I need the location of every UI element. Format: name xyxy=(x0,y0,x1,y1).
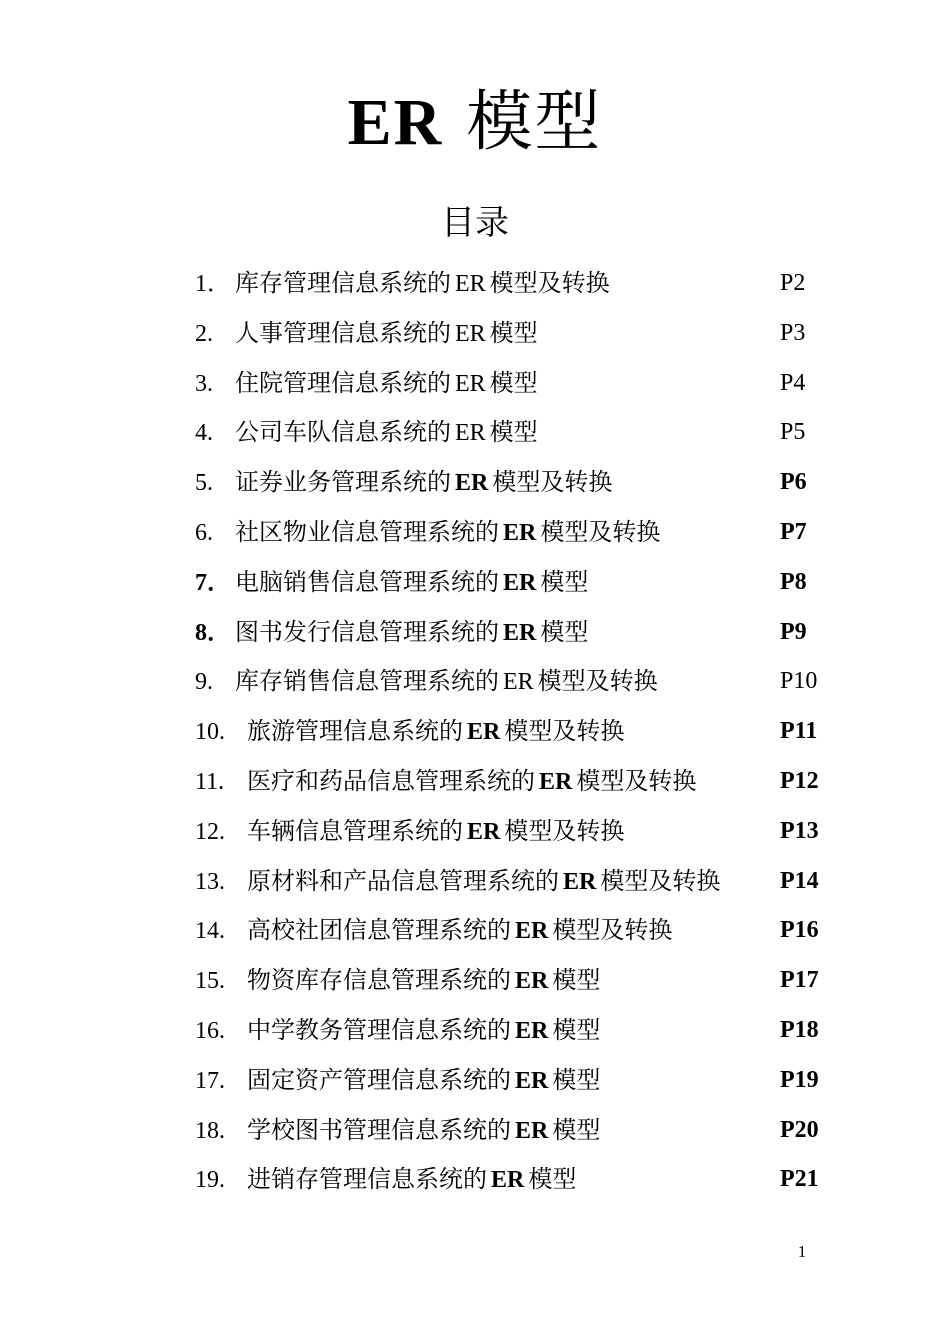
toc-entry[interactable] xyxy=(195,908,835,958)
toc-entry-page: P5 xyxy=(780,419,806,446)
toc-entry-title-prefix: 医疗和药品信息管理系统的 xyxy=(247,766,535,795)
toc-entry-er-term: ER xyxy=(503,669,534,696)
toc-entry-number: 7． xyxy=(195,569,231,596)
toc-entry-er-term: ER xyxy=(467,719,501,746)
toc-entry[interactable] xyxy=(195,859,835,909)
toc-entry-title xyxy=(235,311,538,356)
document-title xyxy=(0,82,950,163)
toc-entry-title-suffix: 模型 xyxy=(552,1115,601,1144)
toc-entry[interactable] xyxy=(195,1157,835,1207)
toc-entry-er-term: ER xyxy=(515,1017,549,1044)
toc-entry-number: 8． xyxy=(195,619,231,646)
toc-entry-title-suffix: 模型及转换 xyxy=(489,269,610,297)
toc-entry-page: P2 xyxy=(780,270,806,296)
toc-entry-title-suffix: 模型 xyxy=(552,1065,601,1094)
toc-entry-page: P11 xyxy=(780,718,818,745)
toc-entry-page: P20 xyxy=(780,1116,819,1143)
toc-entry-er-term: ER xyxy=(515,968,549,995)
toc-entry-number: 1． xyxy=(195,271,231,297)
toc-entry-title-suffix: 模型及转换 xyxy=(504,717,625,746)
toc-entry-title xyxy=(235,361,538,406)
toc-entry[interactable] xyxy=(195,1108,835,1158)
toc-entry-title xyxy=(247,1058,600,1103)
toc-entry-er-term: ER xyxy=(491,1167,525,1194)
toc-entry-number: 18. xyxy=(195,1117,225,1144)
toc-entry-title xyxy=(235,410,538,455)
toc-entry-title-prefix: 原材料和产品信息管理系统的 xyxy=(247,866,559,895)
toc-entry-title-prefix: 人事管理信息系统的 xyxy=(235,318,451,347)
toc-entry[interactable] xyxy=(195,1058,835,1108)
toc-entry[interactable] xyxy=(195,560,835,610)
toc-entry-page: P16 xyxy=(780,917,819,944)
toc-entry-page: P8 xyxy=(780,568,807,595)
toc-entry-title-prefix: 库存销售信息管理系统的 xyxy=(235,667,499,696)
toc-entry-page: P12 xyxy=(780,767,819,794)
page-number: 1 xyxy=(797,1242,807,1261)
toc-entry-number: 13. xyxy=(195,868,225,895)
toc-entry-er-term: ER xyxy=(503,619,537,646)
toc-entry-title-suffix: 模型 xyxy=(489,368,538,397)
table-of-contents xyxy=(195,261,835,1207)
toc-entry-title-prefix: 固定资产管理信息系统的 xyxy=(247,1065,511,1094)
toc-entry-page: P19 xyxy=(780,1066,819,1093)
toc-entry-er-term: ER xyxy=(563,868,597,895)
toc-entry-title-prefix: 旅游管理信息系统的 xyxy=(247,717,463,746)
toc-entry-title-prefix: 电脑销售信息管理系统的 xyxy=(235,567,499,596)
toc-entry-er-term: ER xyxy=(467,818,501,845)
toc-entry-title xyxy=(247,1157,576,1202)
toc-entry-title-prefix: 物资库存信息管理系统的 xyxy=(247,966,511,995)
toc-entry-title xyxy=(235,610,588,655)
toc-entry-title-suffix: 模型 xyxy=(552,966,601,995)
toc-entry-title-suffix: 模型及转换 xyxy=(600,866,721,895)
toc-entry-title-suffix: 模型 xyxy=(528,1165,577,1194)
toc-entry-er-term: ER xyxy=(515,1067,549,1094)
toc-entry-er-term: ER xyxy=(539,768,573,795)
toc-entry[interactable] xyxy=(195,958,835,1008)
toc-entry[interactable] xyxy=(195,709,835,759)
toc-entry-title-prefix: 住院管理信息系统的 xyxy=(235,368,451,397)
toc-entry-number: 16. xyxy=(195,1017,225,1044)
toc-entry-er-term: ER xyxy=(455,420,486,447)
toc-entry-er-term: ER xyxy=(455,271,486,297)
toc-entry-number: 11. xyxy=(195,768,225,795)
toc-entry-title-suffix: 模型 xyxy=(540,567,589,596)
toc-entry-page: P21 xyxy=(780,1166,819,1193)
toc-entry[interactable] xyxy=(195,410,835,460)
toc-entry-number: 5. xyxy=(195,470,213,497)
toc-entry-er-term: ER xyxy=(455,370,486,397)
toc-entry-er-term: ER xyxy=(455,320,486,347)
toc-entry-title-suffix: 模型及转换 xyxy=(576,766,697,795)
toc-entry-number: 2. xyxy=(195,320,213,347)
toc-entry-title xyxy=(247,958,600,1003)
toc-entry-title-suffix: 模型 xyxy=(552,1015,601,1044)
toc-entry-title xyxy=(235,560,588,605)
toc-entry-page: P10 xyxy=(780,668,818,695)
toc-entry-number: 4. xyxy=(195,420,213,447)
toc-entry-title-suffix: 模型及转换 xyxy=(504,816,625,845)
toc-entry[interactable] xyxy=(195,510,835,560)
toc-entry[interactable] xyxy=(195,610,835,660)
toc-entry-page: P13 xyxy=(780,817,819,844)
toc-entry-er-term: ER xyxy=(455,470,489,497)
toc-entry-number: 12. xyxy=(195,818,225,845)
toc-entry[interactable] xyxy=(195,809,835,859)
toc-entry-title-suffix: 模型 xyxy=(489,318,538,347)
toc-entry[interactable] xyxy=(195,361,835,411)
toc-entry[interactable] xyxy=(195,460,835,510)
toc-entry-title xyxy=(247,759,696,804)
toc-entry-title xyxy=(247,709,624,754)
toc-entry-page: P17 xyxy=(780,967,819,994)
toc-entry-page: P9 xyxy=(780,618,807,645)
toc-entry-title xyxy=(247,1108,600,1153)
toc-entry-number: 3. xyxy=(195,370,213,397)
toc-entry-page: P14 xyxy=(780,867,819,894)
toc-entry-er-term: ER xyxy=(515,918,549,945)
title-zh: 模型 xyxy=(466,83,603,160)
toc-entry-number: 17. xyxy=(195,1067,225,1094)
toc-entry-title xyxy=(247,908,672,953)
toc-entry-title-suffix: 模型及转换 xyxy=(537,667,658,696)
toc-entry-title-prefix: 进销存管理信息系统的 xyxy=(247,1165,487,1194)
toc-entry-title xyxy=(247,1008,600,1053)
toc-entry-er-term: ER xyxy=(503,569,537,596)
toc-entry-page: P6 xyxy=(780,469,807,496)
toc-entry-number: 19. xyxy=(195,1167,225,1194)
toc-entry-title xyxy=(235,659,658,704)
toc-entry-number: 10. xyxy=(195,719,225,746)
toc-entry-title-prefix: 库存管理信息系统的 xyxy=(235,269,451,297)
toc-entry-number: 14. xyxy=(195,918,225,945)
toc-entry-page: P18 xyxy=(780,1016,819,1043)
toc-entry-title-suffix: 模型及转换 xyxy=(492,468,613,497)
toc-entry-page: P4 xyxy=(780,369,806,396)
toc-entry-title-suffix: 模型及转换 xyxy=(552,916,673,945)
toc-entry[interactable] xyxy=(195,659,835,709)
toc-entry-title-prefix: 证券业务管理系统的 xyxy=(235,468,451,497)
toc-entry-title-prefix: 高校社团信息管理系统的 xyxy=(247,916,511,945)
toc-entry[interactable] xyxy=(195,1008,835,1058)
toc-entry-number: 15. xyxy=(195,968,225,995)
toc-entry-title xyxy=(247,859,720,904)
toc-entry-page: P3 xyxy=(780,319,806,346)
toc-entry-title-suffix: 模型 xyxy=(489,418,538,447)
toc-entry[interactable] xyxy=(195,261,835,311)
toc-entry-number: 9. xyxy=(195,669,213,696)
toc-entry-title-suffix: 模型及转换 xyxy=(540,517,661,546)
toc-entry-title-prefix: 图书发行信息管理系统的 xyxy=(235,617,499,646)
toc-entry-title-prefix: 社区物业信息管理系统的 xyxy=(235,517,499,546)
toc-entry-title-prefix: 学校图书管理信息系统的 xyxy=(247,1115,511,1144)
toc-entry-title-prefix: 车辆信息管理系统的 xyxy=(247,816,463,845)
toc-entry-title xyxy=(235,460,612,505)
toc-entry-er-term: ER xyxy=(515,1117,549,1144)
toc-entry[interactable] xyxy=(195,311,835,361)
toc-entry[interactable] xyxy=(195,759,835,809)
toc-entry-title xyxy=(247,809,624,854)
toc-heading: 目录 xyxy=(441,203,509,243)
toc-entry-number: 6. xyxy=(195,519,213,546)
toc-entry-title-prefix: 中学教务管理信息系统的 xyxy=(247,1015,511,1044)
toc-entry-title xyxy=(235,510,660,555)
toc-entry-title-prefix: 公司车队信息系统的 xyxy=(235,418,451,447)
toc-entry-page: P7 xyxy=(780,518,807,545)
toc-entry-er-term: ER xyxy=(503,519,537,546)
title-en: ER xyxy=(347,86,444,159)
toc-entry-title xyxy=(235,261,610,306)
toc-entry-title-suffix: 模型 xyxy=(540,617,589,646)
